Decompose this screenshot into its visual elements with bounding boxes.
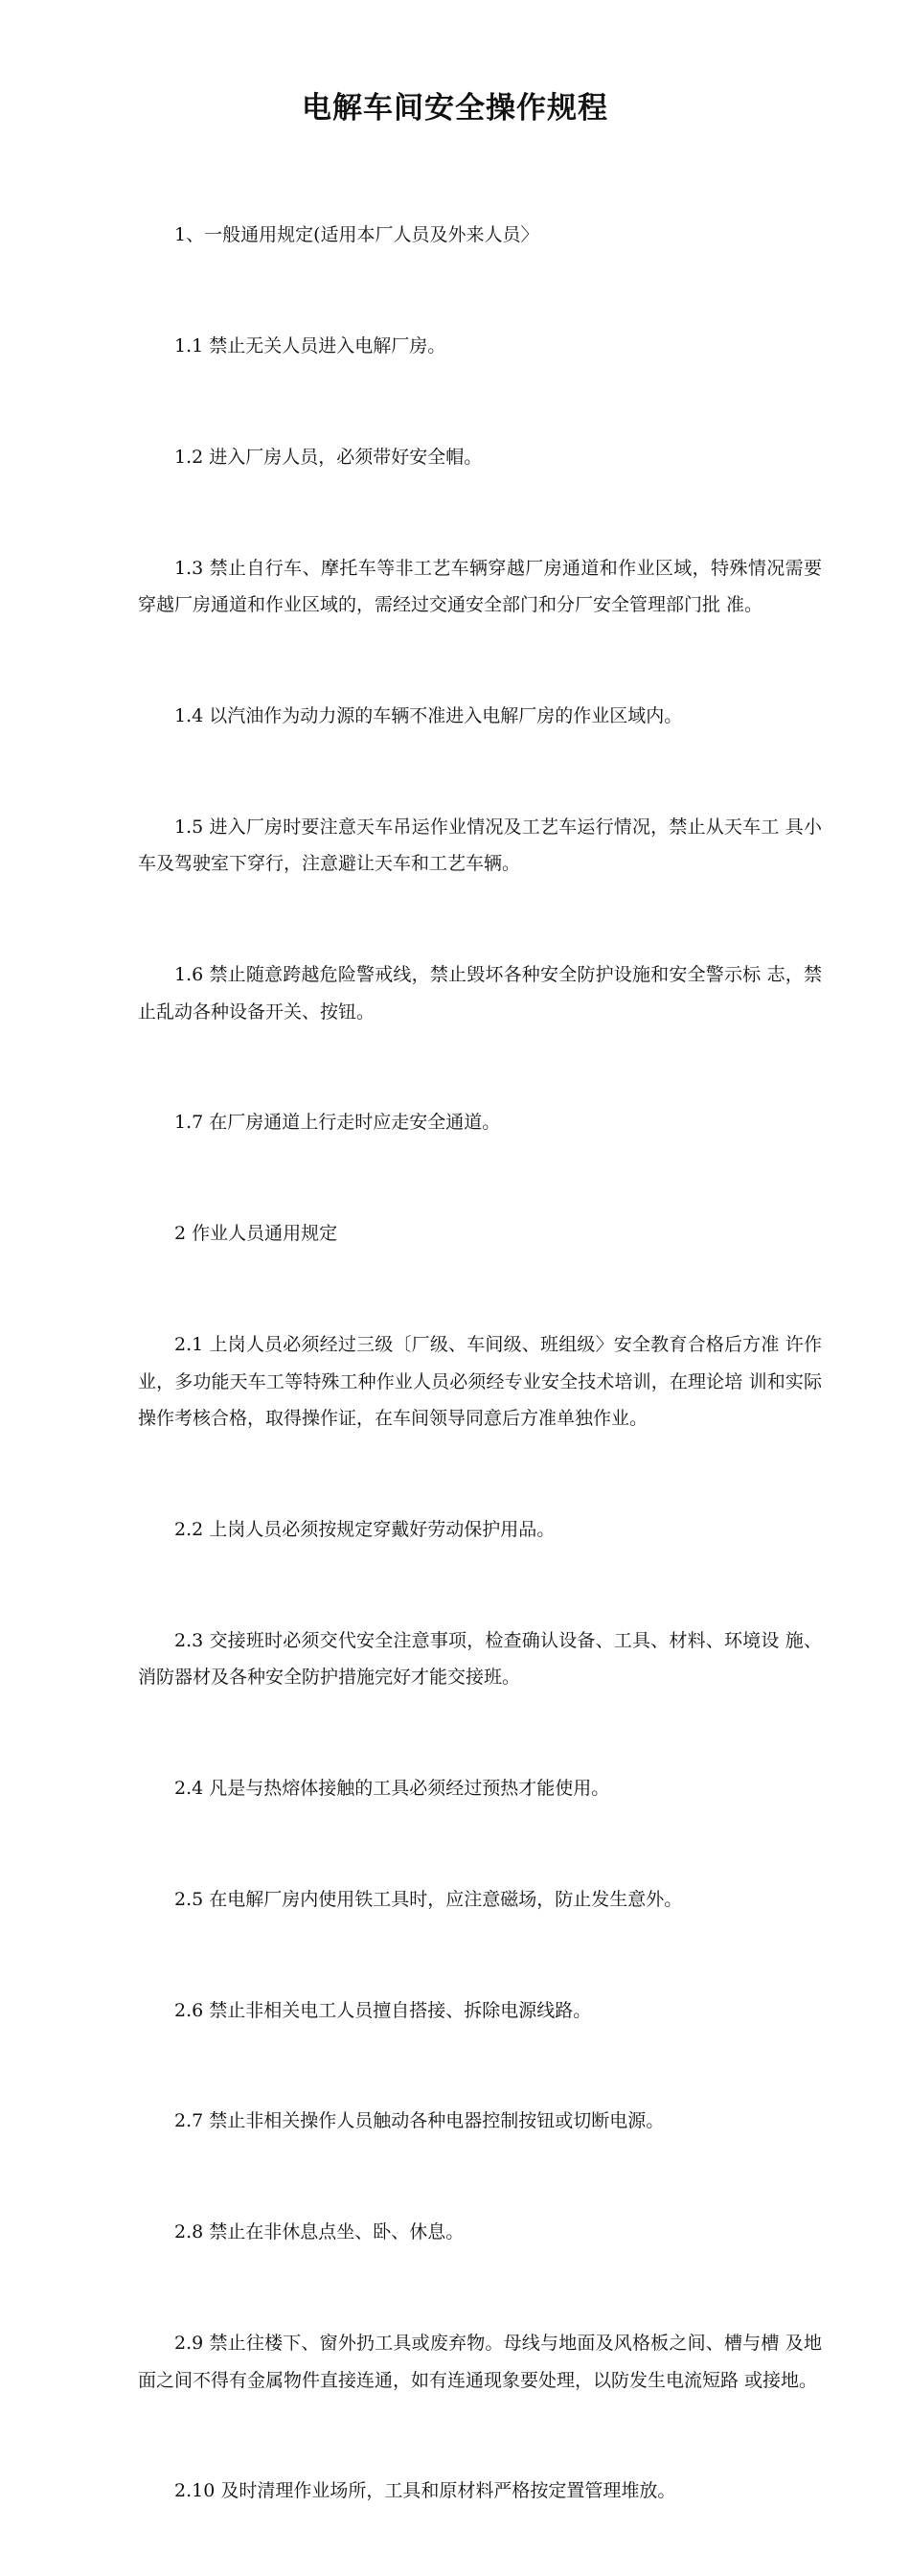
rule-1-5: 1.5 进入厂房时要注意天车吊运作业情况及工艺车运行情况，禁止从天车工 具小车及驾驶室下穿行，注意避让天车和工艺车辆。 [138, 816, 822, 875]
section-1-heading: 1、一般通用规定(适用本厂人员及外来人员〉 [174, 224, 539, 246]
section-2-heading: 2 作业人员通用规定 [174, 1223, 338, 1245]
rule-1-7: 1.7 在厂房通道上行走时应走安全通道。 [174, 1112, 501, 1134]
rule-2-2: 2.2 上岗人员必须按规定穿戴好劳动保护用品。 [174, 1518, 556, 1540]
rule-2-7: 2.7 禁止非相关操作人员触动各种电器控制按钮或切断电源。 [174, 2110, 665, 2132]
rule-1-4: 1.4 以汽油作为动力源的车辆不准进入电解厂房的作业区域内。 [174, 704, 683, 726]
document-title: 电解车间安全操作规程 [302, 91, 608, 126]
rule-2-5: 2.5 在电解厂房内使用铁工具时，应注意磁场，防止发生意外。 [174, 1888, 683, 1910]
document-body [138, 143, 822, 2576]
rule-2-9: 2.9 禁止往楼下、窗外扔工具或废弃物。母线与地面及风格板之间、槽与槽 及地面之间不得有金属物件直接连通，如有连通现象要处理，以防发生电流短路 或接地。 [138, 2333, 822, 2391]
rule-2-3: 2.3 交接班时必须交代安全注意事项，检查确认设备、工具、材料、环境设 施、消防器材及各种安全防护措施完好才能交接班。 [138, 1629, 822, 1689]
rule-2-6: 2.6 禁止非相关电工人员擅自搭接、拆除电源线路。 [174, 1999, 592, 2021]
rule-1-6: 1.6 禁止随意跨越危险警戒线，禁止毁坏各种安全防护设施和安全警示标 志，禁止乱动各种设备开关、按钮。 [138, 964, 822, 1023]
rule-1-1: 1.1 禁止无关人员进入电解厂房。 [174, 334, 446, 356]
rule-2-1: 2.1 上岗人员必须经过三级〔厂级、车间级、班组级〉安全教育合格后方准 许作业，多功能天车工等特殊工种作业人员必须经专业安全技术培训，在理论培 训和实际操作考核合格，取得操作证，在车间领导同意后方准单独作业。 [138, 1334, 822, 1430]
rule-2-8: 2.8 禁止在非休息点坐、卧、休息。 [174, 2221, 465, 2243]
rule-1-3: 1.3 禁止自行车、摩托车等非工艺车辆穿越厂房通道和作业区域，特殊情况需要穿越厂房通道和作业区域的，需经过交通安全部门和分厂安全管理部门批 准。 [138, 557, 822, 616]
rule-2-4: 2.4 凡是与热熔体接触的工具必须经过预热才能使用。 [174, 1778, 610, 1800]
rule-2-10: 2.10 及时清理作业场所，工具和原材料严格按定置管理堆放。 [174, 2480, 676, 2502]
rule-1-2: 1.2 进入厂房人员，必须带好安全帽。 [174, 446, 483, 468]
